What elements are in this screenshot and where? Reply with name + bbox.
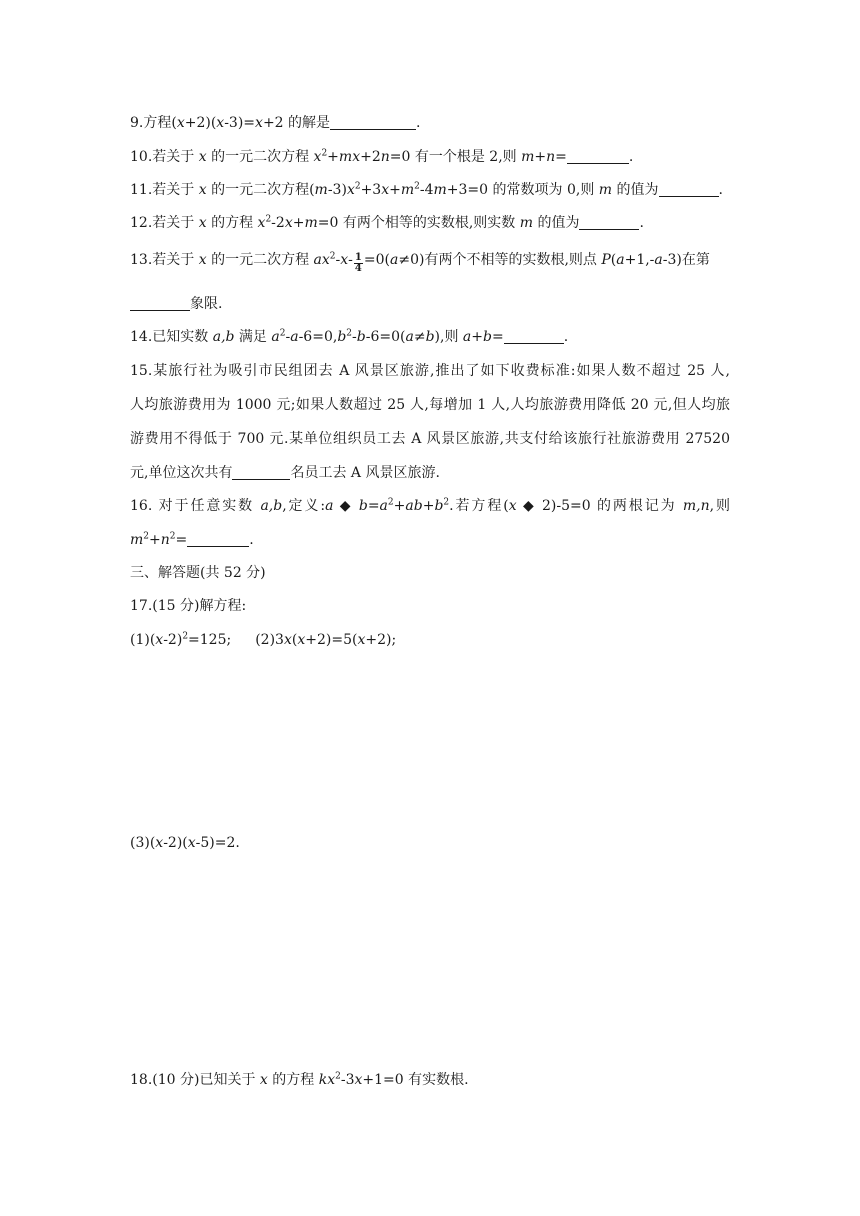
var-a: a <box>405 498 414 514</box>
q16-text: .若方程( <box>449 498 509 514</box>
var-b: b <box>425 329 435 345</box>
var-n: n <box>546 149 556 165</box>
var-x: x <box>198 149 207 165</box>
q12-text: -2 <box>271 215 285 231</box>
q11-text: 的值为 <box>612 182 659 198</box>
q11-text: -4 <box>419 182 434 198</box>
var-x: x <box>176 115 185 131</box>
var-x: x <box>297 632 306 648</box>
var-n: n <box>160 532 170 548</box>
q11-number: 11. <box>130 182 153 198</box>
q15-text: 名员工去 A 风景区旅游. <box>290 465 440 481</box>
var-m: m <box>521 149 535 165</box>
var-m: m <box>400 182 415 198</box>
q9-text: 方程( <box>143 115 177 131</box>
q16-text: ,则 <box>709 498 730 514</box>
var-m: m <box>130 532 144 548</box>
q13-text: 象限. <box>190 296 223 312</box>
q13-text: +1,- <box>624 252 655 268</box>
exponent: 2 <box>414 181 420 192</box>
var-m: m <box>519 215 534 231</box>
q13-text: 若关于 <box>152 252 199 268</box>
q14-text: -6=0, <box>298 329 338 345</box>
q14-text: - <box>285 329 291 345</box>
var-m: m <box>338 149 353 165</box>
var-b: b <box>337 329 347 345</box>
var-k: k <box>318 1072 328 1088</box>
q10-end: . <box>628 149 634 165</box>
var-ab: a,b <box>260 498 283 514</box>
q17-text: -2) <box>163 632 183 648</box>
answer-blank[interactable] <box>187 532 249 547</box>
var-a: a <box>271 329 280 345</box>
q17-text: +2); <box>365 632 397 648</box>
exponent: 2 <box>182 631 189 642</box>
question-10 <box>130 147 633 167</box>
q17-text: (3)( <box>130 835 156 851</box>
q11-text: +3 <box>360 182 382 198</box>
q10-text: +2 <box>360 149 381 165</box>
var-b: b <box>483 329 492 345</box>
exponent: 2 <box>335 1071 341 1082</box>
question-18 <box>130 1070 469 1090</box>
var-a: a <box>313 252 322 268</box>
q13-text: -3)在第 <box>662 252 710 268</box>
q14-text: - <box>352 329 357 345</box>
q16-text: + <box>149 532 161 548</box>
q17-text: +2)=5( <box>305 632 358 648</box>
answer-blank[interactable] <box>232 465 290 480</box>
var-x: x <box>283 632 292 648</box>
q9-text: +2 的解是 <box>262 115 331 131</box>
var-m: m <box>304 215 318 231</box>
question-13 <box>130 250 710 274</box>
var-b: b <box>358 498 368 514</box>
var-x: x <box>255 115 263 131</box>
q9-end: . <box>416 115 421 131</box>
q9-text: -3)= <box>224 115 256 131</box>
var-x: x <box>354 1072 363 1088</box>
q9-number: 9. <box>130 115 144 131</box>
var-n: n <box>380 149 390 165</box>
q18-text: 的方程 <box>267 1072 319 1088</box>
var-x: x <box>155 835 164 851</box>
q14-text: -6=0( <box>365 329 406 345</box>
var-m: m <box>433 182 447 198</box>
q16-text: ◆ 2)-5=0 的两根记为 <box>516 498 683 514</box>
exponent: 2 <box>354 181 361 192</box>
var-a: a <box>389 252 399 268</box>
question-15-line-1: 15.某旅行社为吸引市民组团去 A 风景区旅游,推出了如下收费标准:如果人数不超过 25 人, <box>130 363 730 379</box>
var-a: a <box>325 498 334 514</box>
var-x: x <box>155 632 164 648</box>
q11-text: 的一元二次方程( <box>206 182 315 198</box>
q10-number: 10. <box>130 149 153 165</box>
q14-text: = <box>491 329 504 345</box>
var-p: P <box>601 252 611 268</box>
q12-number: 12. <box>130 215 153 231</box>
q12-text: =0 有两个相等的实数根,则实数 <box>317 215 520 231</box>
q10-text: + <box>327 149 339 165</box>
var-b: b <box>356 329 366 345</box>
var-x: x <box>352 149 361 165</box>
q17-text: -2)( <box>163 835 188 851</box>
var-x: x <box>198 182 207 198</box>
q14-number: 14. <box>130 329 153 345</box>
var-a: a <box>405 329 414 345</box>
q12-text: 的方程 <box>206 215 258 231</box>
question-16-line-2 <box>130 530 254 550</box>
var-a: a <box>616 252 625 268</box>
answer-blank[interactable] <box>504 329 564 344</box>
q11-text: 若关于 <box>152 182 199 198</box>
q16-end: . <box>249 532 254 548</box>
exponent: 2 <box>321 148 328 159</box>
exponent: 2 <box>265 214 272 225</box>
q13-text: 的一元二次方程 <box>206 252 314 268</box>
q10-text: 的一元二次方程 <box>206 149 314 165</box>
exponent: 2 <box>279 328 286 339</box>
answer-blank[interactable] <box>659 182 719 197</box>
var-x: x <box>198 215 207 231</box>
var-x: x <box>198 252 207 268</box>
q13-text: - <box>335 252 341 268</box>
question-17-part-3 <box>130 833 240 853</box>
fraction <box>354 253 363 274</box>
q13-number: 13. <box>130 252 153 268</box>
question-15-line-4 <box>130 463 440 483</box>
q12-text: 的值为 <box>533 215 580 231</box>
exponent: 2 <box>169 531 176 542</box>
q14-end: . <box>563 329 569 345</box>
question-12 <box>130 213 644 233</box>
var-x: x <box>508 498 517 514</box>
q18-text: -3 <box>340 1072 355 1088</box>
q17-text: =125; <box>188 632 232 648</box>
q15-text: 元,单位这次共有 <box>130 465 233 481</box>
q16-number: 16. <box>130 498 153 514</box>
exponent: 2 <box>387 497 394 508</box>
var-x: x <box>257 215 266 231</box>
section-heading: 三、解答题(共 52 分) <box>130 565 266 581</box>
q11-end: . <box>718 182 723 198</box>
q16-text: + <box>393 498 406 514</box>
var-m: m <box>314 182 328 198</box>
question-15-line-3: 游费用不得低于 700 元.某单位组织员工去 A 风景区旅游,共支付给该旅行社旅游费用 27520 <box>130 431 730 447</box>
var-x: x <box>381 182 390 198</box>
q14-text: 已知实数 <box>152 329 213 345</box>
answer-blank[interactable] <box>567 149 629 164</box>
q18-text: +1=0 有实数根. <box>362 1072 469 1088</box>
q12-text: 若关于 <box>152 215 199 231</box>
var-ab: a,b <box>212 329 235 345</box>
q10-text: = <box>555 149 567 165</box>
question-17-parts <box>130 630 396 650</box>
q11-text: +3=0 的常数项为 0,则 <box>446 182 599 198</box>
var-a: a <box>290 329 299 345</box>
question-14 <box>130 327 568 347</box>
var-a: a <box>462 329 472 345</box>
q14-text: ≠ <box>413 329 426 345</box>
q13-text: ( <box>610 252 617 268</box>
q10-text: + <box>534 149 547 165</box>
question-17-title: 17.(15 分)解方程: <box>130 598 247 614</box>
q16-text: ,定义: <box>282 498 326 514</box>
q11-text: + <box>389 182 401 198</box>
q10-text: =0 有一个根是 2,则 <box>389 149 522 165</box>
var-x: x <box>327 1072 336 1088</box>
q12-end: . <box>639 215 644 231</box>
exponent: 2 <box>443 497 450 508</box>
q17-text: -5)=2. <box>195 835 240 851</box>
q14-text: ),则 <box>434 329 463 345</box>
exponent: 2 <box>346 328 353 339</box>
var-x: x <box>216 115 225 131</box>
question-9 <box>130 113 421 133</box>
q13-text: - <box>348 252 353 268</box>
q12-text: + <box>292 215 305 231</box>
var-x: x <box>284 215 293 231</box>
question-15-line-2: 人均旅游费用为 1000 元;如果人数超过 25 人,每增加 1 人,人均旅游费用降低 20 元,但人均旅 <box>130 397 730 413</box>
var-b: b <box>434 498 444 514</box>
q16-text: = <box>175 532 188 548</box>
q9-text: +2)( <box>184 115 217 131</box>
var-x: x <box>259 1072 268 1088</box>
answer-blank[interactable] <box>579 215 639 230</box>
q16-text: + <box>422 498 435 514</box>
var-x: x <box>321 252 330 268</box>
q14-text: 满足 <box>234 329 272 345</box>
diamond-operator: ◆ <box>333 498 359 514</box>
question-13-line-2 <box>130 294 222 314</box>
q13-text: ≠0)有两个不相等的实数根,则点 <box>398 252 602 268</box>
question-16 <box>130 496 730 516</box>
exponent: 2 <box>143 531 150 542</box>
var-m: m <box>598 182 613 198</box>
exponent: 2 <box>329 251 336 262</box>
q10-text: 若关于 <box>152 149 199 165</box>
q13-text: =0( <box>363 252 390 268</box>
q17-text: ( <box>291 632 298 648</box>
var-b: b <box>413 498 423 514</box>
var-x: x <box>340 252 349 268</box>
q17-text: (2)3 <box>255 632 284 648</box>
var-mn: m,n <box>682 498 710 514</box>
var-x: x <box>187 835 196 851</box>
q17-text: (1)( <box>130 632 156 648</box>
var-a: a <box>654 252 663 268</box>
var-x: x <box>346 182 355 198</box>
question-11 <box>130 180 723 200</box>
var-a: a <box>379 498 388 514</box>
q14-text: + <box>471 329 483 345</box>
answer-blank[interactable] <box>330 115 416 130</box>
var-x: x <box>313 149 322 165</box>
q18-text: 18.(10 分)已知关于 <box>130 1072 260 1088</box>
answer-blank[interactable] <box>130 296 190 311</box>
q16-text: 对于任意实数 <box>158 498 261 514</box>
fraction-denominator: 4 <box>354 263 362 274</box>
fraction-numerator: 1 <box>354 252 362 263</box>
var-x: x <box>357 632 366 648</box>
q11-text: -3) <box>327 182 347 198</box>
q16-text: = <box>367 498 380 514</box>
